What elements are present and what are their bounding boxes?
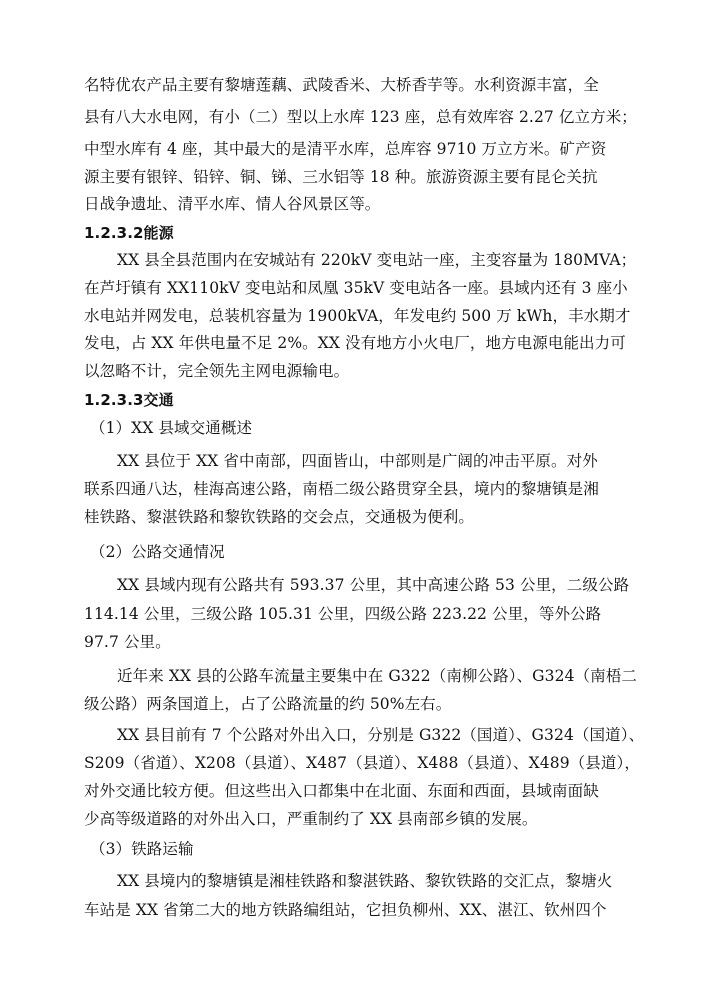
subheading-road: （2）公路交通情况	[90, 543, 225, 561]
paragraph-line: XX 县全县范围内在安城站有 220kV 变电站一座，主变容量为 180MVA；	[117, 251, 637, 269]
paragraph-line: 发电，占 XX 年供电量不足 2%。XX 没有地方小火电厂，地方电源电能出力可	[84, 334, 626, 352]
paragraph-line: 对外交通比较方便。但这些出入口都集中在北面、东面和西面，县域南面缺	[84, 782, 599, 800]
paragraph-line: XX 县域内现有公路共有 593.37 公里，其中高速公路 53 公里，二级公路	[117, 576, 630, 594]
paragraph-line: 桂铁路、黎湛铁路和黎钦铁路的交会点，交通极为便利。	[84, 508, 475, 526]
subheading-rail: （3）铁路运输	[90, 840, 194, 858]
section-heading-energy: 1.2.3.2能源	[84, 224, 174, 242]
paragraph-line: S209（省道）、X208（县道）、X487（县道）、X488（县道）、X489（县道），	[84, 754, 640, 772]
paragraph-line: 日战争遗址、清平水库、情人谷风景区等。	[84, 195, 381, 213]
paragraph-line: 源主要有银锌、铅锌、铜、锑、三水铝等 18 种。旅游资源主要有昆仑关抗	[84, 168, 598, 186]
paragraph-line: 114.14 公里，三级公路 105.31 公里，四级公路 223.22 公里，等外公路	[84, 605, 602, 623]
paragraph-line: 水电站并网发电，总装机容量为 1900kVA，年发电约 500 万 kWh，丰水期才	[84, 307, 631, 325]
subheading-overview: （1）XX 县域交通概述	[90, 419, 253, 437]
paragraph-line: 联系四通八达，桂海高速公路，南梧二级公路贯穿全县，境内的黎塘镇是湘	[84, 480, 599, 498]
paragraph-line: 级公路）两条国道上，占了公路流量的约 50%左右。	[84, 695, 452, 713]
paragraph-line: 近年来 XX 县的公路车流量主要集中在 G322（南柳公路）、G324（南梧二	[117, 667, 637, 685]
paragraph-line: 名特优农产品主要有黎塘莲藕、武陵香米、大桥香芋等。水利资源丰富，全	[84, 76, 599, 94]
paragraph-line: 少高等级道路的对外出入口，严重制约了 XX 县南部乡镇的发展。	[84, 810, 538, 828]
paragraph-line: 中型水库有 4 座，其中最大的是清平水库，总库容 9710 万立方米。矿产资	[84, 140, 607, 158]
section-heading-traffic: 1.2.3.3交通	[84, 391, 174, 409]
paragraph-line: XX 县位于 XX 省中南部，四面皆山，中部则是广阔的冲击平原。对外	[117, 452, 598, 470]
paragraph-line: 在芦圩镇有 XX110kV 变电站和凤凰 35kV 变电站各一座。县域内还有 3 座小	[84, 279, 628, 297]
paragraph-line: 97.7 公里。	[84, 633, 171, 651]
paragraph-line: XX 县目前有 7 个公路对外出入口，分别是 G322（国道）、G324（国道）、	[117, 726, 645, 744]
paragraph-line: 县有八大水电网，有小（二）型以上水库 123 座，总有效库容 2.27 亿立方米；	[84, 108, 637, 126]
paragraph-line: 以忽略不计，完全领先主网电源输电。	[84, 362, 350, 380]
paragraph-line: 车站是 XX 省第二大的地方铁路编组站，它担负柳州、XX、湛江、钦州四个	[84, 901, 607, 919]
paragraph-line: XX 县境内的黎塘镇是湘桂铁路和黎湛铁路、黎钦铁路的交汇点，黎塘火	[117, 872, 613, 890]
